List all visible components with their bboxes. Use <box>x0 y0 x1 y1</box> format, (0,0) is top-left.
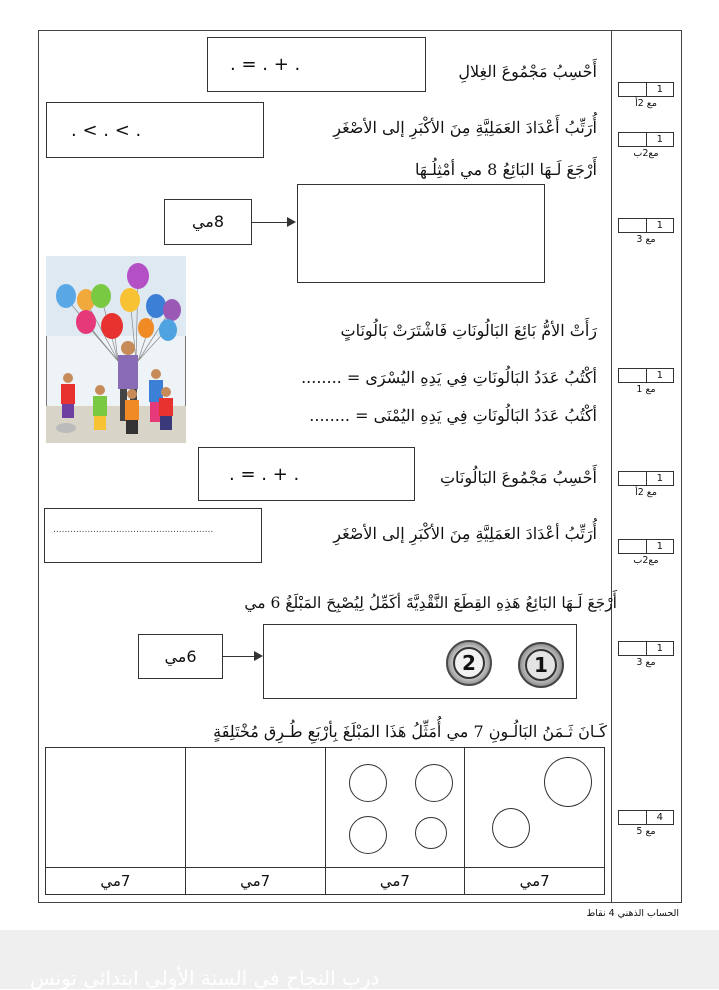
score-box <box>618 218 674 245</box>
score-max: 1 <box>646 369 674 382</box>
score-box <box>618 539 674 566</box>
score-max: 1 <box>646 83 674 96</box>
q8-label-1: 7مي <box>465 868 605 895</box>
coin-1-icon <box>518 642 564 688</box>
q6-answer-box[interactable] <box>44 508 262 563</box>
score-box <box>618 471 674 498</box>
q3-arrow-line <box>252 222 288 223</box>
q7-amount-box <box>138 634 223 679</box>
q8-cell-2[interactable] <box>325 748 465 868</box>
score-cell[interactable] <box>619 540 646 553</box>
score-cell[interactable] <box>619 133 646 146</box>
score-max: 1 <box>646 540 674 553</box>
q7-arrow-line <box>223 656 255 657</box>
criterion-label: مع 3 <box>636 234 656 245</box>
score-column-divider <box>611 30 612 903</box>
balloon-seller-image <box>46 256 186 443</box>
q5-instruction: أَحْسِبُ مَجْمُوعَ البَالُونَاتِ <box>439 468 597 487</box>
q1-answer-box[interactable] <box>207 37 426 92</box>
criterion-label: مع2ب <box>633 555 659 566</box>
score-max: 4 <box>646 811 674 824</box>
q3-amount-box <box>164 199 252 245</box>
criterion-label: مع 2أ <box>635 487 657 498</box>
watermark-band <box>0 930 719 989</box>
score-box <box>618 82 674 109</box>
score-cell[interactable] <box>619 369 646 382</box>
footer-note: الحساب الذهني 4 نقاط <box>586 908 679 919</box>
score-cell[interactable] <box>619 472 646 485</box>
score-cell[interactable] <box>619 219 646 232</box>
q3-instruction: أَرْجَعَ لَـهَا البَائِعُ 8 مي أمْثِلُـهَا <box>415 160 597 179</box>
drawn-circle <box>492 808 530 848</box>
coin-2-icon <box>446 640 492 686</box>
q2-answer-box[interactable] <box>46 102 264 158</box>
criterion-label: مع2ب <box>633 148 659 159</box>
q6-instruction: أُرَتِّبُ أعْدَادَ العَمَلِيَّةِ مِنَ الأكْبَرِ إلى الأصْغَرِ <box>333 524 597 543</box>
drawn-circle <box>544 757 592 807</box>
q6-dotted-line: ........................................................ <box>53 525 214 535</box>
q4-intro: رَأَتْ الأمُّ بَائِعَ البَالُونَاتِ فَاشْتَرَتْ بَالُونَاتٍ <box>340 321 597 340</box>
drawn-circle <box>415 817 447 849</box>
q8-label-3: 7مي <box>185 868 325 895</box>
criterion-label: مع 3 <box>636 657 656 668</box>
q5-equation: . = . + . <box>229 464 300 485</box>
score-max: 1 <box>646 219 674 232</box>
q5-answer-box[interactable] <box>198 447 415 501</box>
q1-instruction: أَحْسِبُ مَجْمُوعَ الغِلالِ <box>458 62 597 81</box>
coin-1-value: 1 <box>525 649 557 681</box>
q3-amount-label: 8مي <box>191 212 225 231</box>
q8-instruction: كَـانَ ثَـمَنُ البَالُـونِ 7 مي أُمَثِّلُ هَذَا المَبْلَغَ بِأرْبَعِ طُـرِق مُخْتَلِفَةٍ <box>213 722 607 741</box>
criterion-label: مع 1 <box>636 384 656 395</box>
q4-right-hand: أكْتُبُ عَدَدُ البَالُونَاتِ فِي يَدِهِ اليُمْنَى = ........ <box>309 406 597 425</box>
score-cell[interactable] <box>619 642 646 655</box>
q2-sequence: . < . < . <box>71 120 142 141</box>
q7-instruction: أَرْجَعَ لَـهَا البَائِعُ هَذِهِ القِطَعَ النَّقْدِيَّةَ أكَمِّلُ لِيُصْبِحَ المَبْلَغُ 6 مي <box>244 594 617 612</box>
q8-cell-3[interactable] <box>185 748 325 868</box>
q7-arrow-head <box>254 651 263 661</box>
q8-cell-4[interactable] <box>46 748 186 868</box>
drawn-circle <box>415 764 453 802</box>
coin-2-value: 2 <box>453 647 485 679</box>
criterion-label: مع 2أ <box>635 98 657 109</box>
score-box <box>618 810 674 837</box>
score-cell[interactable] <box>619 83 646 96</box>
q3-arrow-head <box>287 217 296 227</box>
drawn-circle <box>349 816 387 854</box>
q8-label-4: 7مي <box>46 868 186 895</box>
drawn-circle <box>349 764 387 802</box>
score-max: 1 <box>646 642 674 655</box>
score-max: 1 <box>646 472 674 485</box>
score-box <box>618 132 674 159</box>
q2-instruction: أُرَتِّبُ أَعْدَادَ العَمَلِيَّةِ مِنَ الأكْبَرِ إلى الأصْغَرِ <box>333 118 597 137</box>
q3-drawing-box[interactable] <box>297 184 545 283</box>
score-cell[interactable] <box>619 811 646 824</box>
q4-left-hand: أكْتُبُ عَدَدُ البَالُونَاتِ فِي يَدِهِ اليُسْرَى = ........ <box>301 368 597 387</box>
watermark-text: درب النجاح في السنة الأولى ابتدائي تونس <box>30 966 380 990</box>
q8-label-2: 7مي <box>325 868 465 895</box>
score-box <box>618 368 674 395</box>
q7-amount-label: 6مي <box>164 647 197 666</box>
criterion-label: مع 5 <box>636 826 656 837</box>
score-max: 1 <box>646 133 674 146</box>
q1-equation: . = . + . <box>230 54 301 75</box>
score-box <box>618 641 674 668</box>
